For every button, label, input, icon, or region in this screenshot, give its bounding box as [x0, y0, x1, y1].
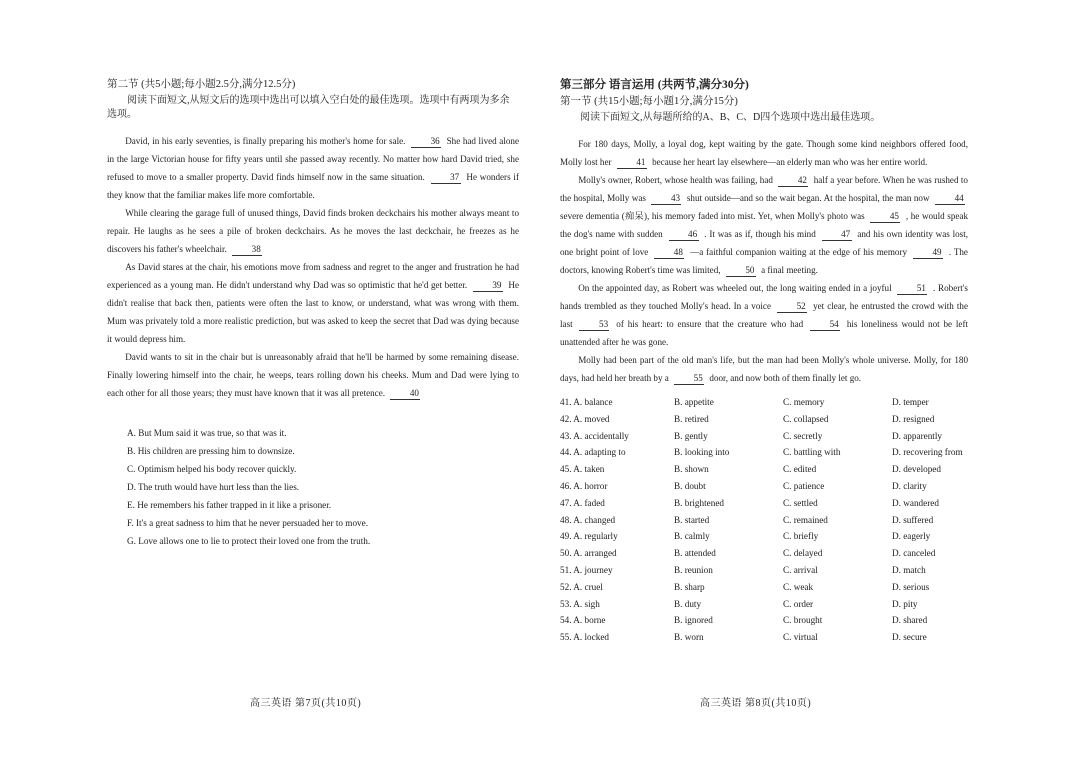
choice-D: D. match [892, 564, 926, 575]
passage-text: He didn't realise that back then, patients were often the last to know, or understand, what was wrong with them. Mum was privately told a more realistic prediction, but was asked to keep the secret that Dad was dying because it would depress him. [107, 280, 519, 344]
blank-50: 50 [726, 265, 756, 277]
question-row [560, 599, 968, 616]
left-instructions: 阅读下面短文,从短文后的选项中选出可以填入空白处的最佳选项。选项中有两项为多余选项。 [107, 95, 510, 120]
blank-55: 55 [674, 373, 704, 385]
choice-A: 44. A. adapting to [560, 447, 626, 458]
choice-C: C. brought [783, 615, 823, 626]
choice-A: 54. A. borne [560, 615, 606, 626]
question-row [560, 515, 968, 532]
blank-42: 42 [778, 175, 808, 187]
right-instructions: 阅读下面短文,从每题所给的A、B、C、D四个选项中选出最佳选项。 [580, 112, 881, 123]
question-row [560, 548, 968, 565]
passage-text: yet clear, he entrusted the crowd with the last [560, 301, 968, 329]
choice-D: D. developed [892, 464, 941, 475]
passage-text: David, in his early seventies, is finally preparing his mother's home for sale. [125, 136, 406, 146]
question-row [560, 565, 968, 582]
question-row [560, 414, 968, 431]
choice-A: 42. A. moved [560, 413, 610, 424]
passage-text: a final meeting. [761, 265, 818, 275]
left-column [107, 78, 519, 550]
passage-paragraph [107, 204, 519, 258]
choice-C: C. collapsed [783, 413, 829, 424]
option-C: C. Optimism helped his body recover quickly. [127, 464, 297, 474]
blank-49: 49 [913, 247, 943, 259]
choice-B: B. calmly [674, 531, 710, 542]
choice-C: C. edited [783, 464, 817, 475]
question-row [560, 632, 968, 649]
choice-D: D. eagerly [892, 531, 931, 542]
choice-A: 49. A. regularly [560, 531, 618, 542]
blank-45: 45 [870, 211, 900, 223]
cloze-passage-right [560, 135, 968, 387]
right-section-title: 第一节 (共15小题;每小题1分,满分15分) [560, 96, 738, 107]
choice-D: D. temper [892, 397, 929, 407]
choice-C: C. remained [783, 514, 828, 525]
passage-text: because her heart lay elsewhere—an elderly man who was her entire world. [652, 157, 928, 167]
blank-53: 53 [579, 319, 609, 331]
choice-C: C. secretly [783, 430, 823, 441]
choice-D: D. apparently [892, 430, 943, 441]
passage-text: , he would speak the dog's name with sudden [560, 211, 968, 239]
passage-text: . Robert's hands trembled as they touched Molly's head. In a voice [560, 283, 968, 311]
passage-text: . It was as if, though his mind [704, 229, 816, 239]
question-row [560, 431, 968, 448]
option-D: D. The truth would have hurt less than the lies. [127, 482, 300, 492]
choice-D: D. serious [892, 581, 930, 592]
passage-text: Molly had been part of the old man's life, but the man had been Molly's whole universe. Molly, for 180 days, had held her breath by a [560, 355, 968, 383]
passage-text: half a year before. When he was rushed to the hospital, Molly was [560, 175, 968, 203]
passage-paragraph [560, 351, 968, 387]
choice-D: D. shared [892, 615, 928, 626]
passage-text: On the appointed day, as Robert was wheeled out, the long waiting ended in a joyful [578, 283, 892, 293]
choice-A: 52. A. cruel [560, 581, 603, 592]
choice-A: 48. A. changed [560, 514, 616, 525]
choice-D: D. clarity [892, 480, 927, 491]
choice-C: C. patience [783, 480, 825, 491]
options-list [107, 424, 519, 550]
passage-paragraph [560, 135, 968, 171]
cloze-passage-left [107, 132, 519, 402]
choice-C: C. order [783, 598, 814, 609]
option-A: A. But Mum said it was true, so that was it. [127, 428, 287, 438]
question-row [560, 531, 968, 548]
page-footer-right: 高三英语 第8页(共10页) [700, 698, 812, 709]
choice-C: C. weak [783, 581, 814, 592]
question-row [560, 615, 968, 632]
choice-D: D. recovering from [892, 447, 963, 458]
question-row [560, 447, 968, 464]
blank-41: 41 [617, 157, 647, 169]
passage-text: As David stares at the chair, his emotions move from sadness and regret to the anger and frustration he had experienced as a young man. He didn't understand why Dad was so optimistic that he'd get better. [107, 262, 519, 290]
choice-B: B. ignored [674, 615, 713, 626]
choice-C: C. briefly [783, 531, 819, 542]
question-row [560, 582, 968, 599]
blank-54: 54 [810, 319, 840, 331]
choice-B: B. doubt [674, 480, 706, 491]
passage-text: . The doctors, knowing Robert's time was limited, [560, 247, 968, 275]
passage-paragraph [107, 348, 519, 402]
page-footer-left: 高三英语 第7页(共10页) [250, 698, 362, 709]
right-column [560, 78, 968, 649]
choice-C: C. virtual [783, 632, 818, 643]
blank-52: 52 [777, 301, 807, 313]
passage-text: He wonders if they know that the familiar makes life more comfortable. [107, 172, 519, 200]
choice-A: 41. A. balance [560, 397, 613, 407]
passage-text: —a faithful companion waiting at the edge of his memory [690, 247, 908, 257]
blank-38: 38 [232, 244, 262, 256]
blank-48: 48 [654, 247, 684, 259]
choice-A: 50. A. arranged [560, 548, 617, 559]
passage-paragraph [107, 258, 519, 348]
passage-text: David wants to sit in the chair but is unreasonably afraid that he'll be harmed by some remaining disease. Finally lowering himself into the chair, he weeps, tears rolling down his cheeks. Mum and Dad were lying to each other for all those years; they must have known that it was all pretence. [107, 352, 519, 398]
choice-B: B. looking into [674, 447, 730, 458]
choice-B: B. worn [674, 632, 704, 643]
left-section-title: 第二节 (共5小题;每小题2.5分,满分12.5分) [107, 79, 296, 90]
choice-B: B. attended [674, 548, 716, 559]
choice-A: 51. A. journey [560, 564, 613, 575]
choice-C: C. battling with [783, 447, 841, 458]
choice-A: 53. A. sigh [560, 598, 600, 609]
option-E: E. He remembers his father trapped in it like a prisoner. [127, 500, 332, 510]
choice-D: D. secure [892, 632, 927, 643]
blank-47: 47 [822, 229, 852, 241]
blank-39: 39 [473, 280, 503, 292]
blank-46: 46 [669, 229, 699, 241]
blank-36: 36 [411, 136, 441, 148]
option-G: G. Love allows one to lie to protect their loved one from the truth. [127, 536, 371, 546]
option-B: B. His children are pressing him to downsize. [127, 446, 295, 456]
choice-A: 55. A. locked [560, 632, 609, 643]
choice-C: C. memory [783, 397, 825, 407]
choice-B: B. retired [674, 413, 709, 424]
blank-40: 40 [390, 388, 420, 400]
passage-text: She had lived alone in the large Victorian house for fifty years until she passed away recently. No matter how hard David tried, she refused to move to a smaller property. David finds himself now in the same situation. [107, 136, 519, 182]
blank-43: 43 [651, 193, 681, 205]
choice-D: D. canceled [892, 548, 936, 559]
choice-A: 45. A. taken [560, 464, 605, 475]
choice-B: B. started [674, 514, 710, 525]
blank-37: 37 [431, 172, 461, 184]
choice-D: D. wandered [892, 497, 939, 508]
part-title: 第三部分 语言运用 (共两节,满分30分) [560, 79, 749, 91]
passage-text: his loneliness would not be left unattended after he was gone. [560, 319, 969, 347]
choice-D: D. resigned [892, 413, 935, 424]
option-F: F. It's a great sadness to him that he never persuaded her to move. [127, 518, 369, 528]
choice-B: B. gently [674, 430, 708, 441]
blank-51: 51 [897, 283, 927, 295]
passage-paragraph [560, 279, 968, 351]
passage-text: shut outside—and so the wait began. At the hospital, the man now [686, 193, 930, 203]
passage-text: severe dementia (痴呆), his memory faded into mist. Yet, when Molly's photo was [560, 211, 865, 221]
choice-C: C. settled [783, 497, 818, 508]
question-row [560, 464, 968, 481]
choice-C: C. delayed [783, 548, 823, 559]
choice-D: D. pity [892, 598, 918, 609]
choice-A: 43. A. accidentally [560, 430, 629, 441]
choice-B: B. shown [674, 464, 709, 475]
passage-paragraph [560, 171, 968, 279]
choice-B: B. appetite [674, 397, 714, 407]
choice-B: B. duty [674, 598, 702, 609]
choice-A: 46. A. horror [560, 480, 608, 491]
passage-text: Molly's owner, Robert, whose health was failing, had [578, 175, 773, 185]
question-row [560, 498, 968, 515]
passage-paragraph [107, 132, 519, 204]
choice-D: D. suffered [892, 514, 934, 525]
choice-B: B. brightened [674, 497, 725, 508]
passage-text: of his heart: to ensure that the creature who had [616, 319, 804, 329]
right-page [540, 0, 1080, 764]
passage-text: While clearing the garage full of unused things, David finds broken deckchairs his mother always meant to repair. He laughs as he sees a pile of broken deckchairs. As he moves the last deckchair, he freezes as he discovers his father's wheelchair. [107, 208, 519, 254]
choice-B: B. sharp [674, 581, 705, 592]
passage-text: and his own identity was lost, one bright point of love [560, 229, 969, 257]
blank-44: 44 [935, 193, 965, 205]
passage-text: door, and now both of them finally let go. [709, 373, 862, 383]
question-row [560, 481, 968, 498]
choice-C: C. arrival [783, 564, 818, 575]
question-row [560, 397, 968, 414]
choice-B: B. reunion [674, 564, 713, 575]
passage-text: For 180 days, Molly, a loyal dog, kept waiting by the gate. Though some kind neighbors offered food, Molly lost her [560, 139, 968, 167]
multiple-choice-table [560, 397, 968, 649]
choice-A: 47. A. faded [560, 497, 605, 508]
